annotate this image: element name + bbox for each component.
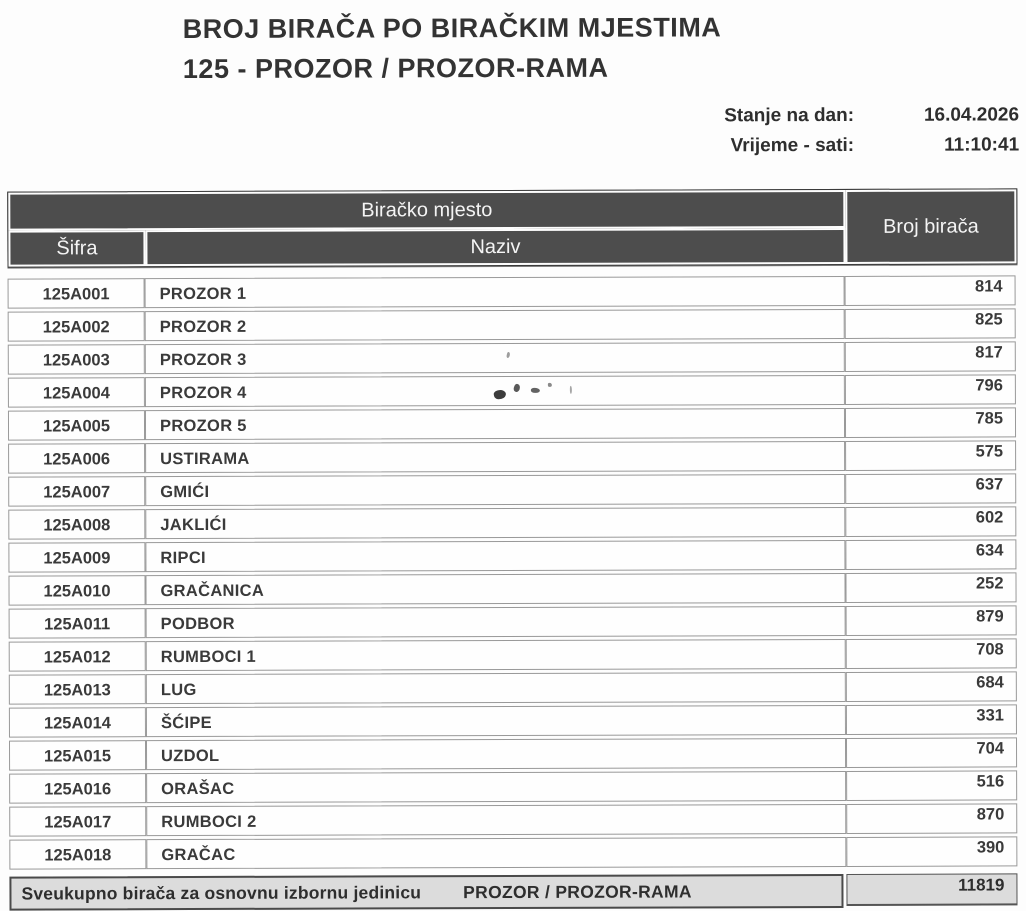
table-row [8, 341, 1016, 374]
report-title-block [183, 7, 722, 89]
polling-place-code: 125A015 [9, 740, 146, 770]
table-row [8, 572, 1016, 605]
polling-place-name: UZDOL [146, 738, 846, 770]
table-row [8, 275, 1016, 308]
polling-place-code: 125A018 [9, 839, 146, 869]
polling-place-count: 634 [845, 539, 1016, 570]
table-body [8, 275, 1018, 869]
polling-place-count: 708 [846, 638, 1017, 669]
polling-place-code: 125A009 [8, 542, 145, 572]
polling-place-name: LUG [146, 672, 846, 704]
table-row [8, 407, 1016, 440]
polling-place-code: 125A007 [8, 476, 145, 506]
scan-smudge [548, 383, 552, 387]
polling-place-code: 125A013 [9, 674, 146, 704]
polling-place-code: 125A001 [8, 278, 145, 308]
table-row [9, 770, 1017, 803]
polling-place-code: 125A003 [8, 344, 145, 374]
report-title: BROJ BIRAČA PO BIRAČKIM MJESTIMA [182, 12, 722, 45]
polling-place-count: 704 [846, 737, 1017, 768]
polling-place-count: 817 [845, 341, 1016, 372]
report-meta [724, 104, 1019, 157]
footer-summary-label: Sveukupno birača za osnovnu izbornu jedinicu [21, 881, 422, 904]
polling-place-code: 125A014 [9, 707, 146, 737]
table-row [9, 803, 1017, 836]
table-row [9, 836, 1017, 869]
table-row [8, 440, 1016, 473]
table-row [9, 638, 1017, 671]
polling-place-count: 879 [846, 605, 1017, 636]
table-header [7, 188, 1017, 267]
header-code: Šifra [8, 230, 145, 266]
polling-place-count: 684 [846, 671, 1017, 702]
polling-place-name: JAKLIĆI [145, 507, 845, 539]
polling-place-count: 390 [846, 836, 1017, 867]
polling-place-count: 870 [846, 803, 1017, 834]
polling-place-code: 125A010 [8, 575, 145, 605]
polling-place-name: GMIĆI [145, 474, 845, 506]
polling-place-count: 825 [845, 308, 1016, 339]
polling-place-count: 637 [845, 473, 1016, 504]
polling-place-count: 575 [845, 440, 1016, 471]
polling-place-count: 602 [845, 506, 1016, 537]
header-name: Naziv [145, 228, 845, 266]
polling-place-name: RIPCI [145, 540, 845, 572]
status-date-value: 16.04.2026 [923, 104, 1020, 126]
scan-smudge [570, 386, 572, 394]
polling-place-name: PROZOR 1 [145, 276, 845, 308]
polling-place-name: GRAČANICA [145, 573, 845, 605]
table-row [8, 539, 1016, 572]
header-group-polling-place: Biračko mjesto [8, 190, 845, 231]
footer-summary [9, 874, 843, 911]
polling-place-name: ORAŠAC [146, 771, 846, 803]
polling-place-count: 331 [846, 704, 1017, 735]
polling-place-code: 125A004 [8, 377, 145, 407]
polling-place-name: GRAČAC [146, 837, 846, 869]
polling-place-name: PODBOR [146, 606, 846, 638]
voters-table [7, 188, 1017, 910]
polling-place-count: 252 [845, 572, 1016, 603]
polling-place-code: 125A011 [9, 608, 146, 638]
table-body-table [8, 272, 1018, 872]
polling-place-name: PROZOR 4 [145, 375, 845, 407]
polling-place-name: PROZOR 2 [145, 309, 845, 341]
polling-place-code: 125A008 [8, 509, 145, 539]
polling-place-count: 796 [845, 374, 1016, 405]
status-date-label: Stanje na dan: [724, 104, 855, 127]
time-label: Vrijeme - sati: [730, 134, 855, 157]
table-row [8, 308, 1016, 341]
table-row [9, 737, 1017, 770]
table-row [8, 506, 1016, 539]
table-row [9, 704, 1017, 737]
report-subtitle: 125 - PROZOR / PROZOR-RAMA [182, 52, 609, 85]
polling-place-code: 125A006 [8, 443, 145, 473]
footer-total-value: 11819 [846, 873, 1017, 906]
polling-place-code: 125A005 [8, 410, 145, 440]
table-row [8, 374, 1016, 407]
polling-place-code: 125A002 [8, 311, 145, 341]
polling-place-code: 125A012 [9, 641, 146, 671]
table-row [8, 473, 1016, 506]
polling-place-name: PROZOR 3 [145, 342, 845, 374]
footer-unit-name: PROZOR / PROZOR-RAMA [463, 880, 692, 902]
polling-place-name: USTIRAMA [145, 441, 845, 473]
polling-place-count: 785 [845, 407, 1016, 438]
polling-place-code: 125A016 [9, 773, 146, 803]
polling-place-code: 125A017 [9, 806, 146, 836]
scan-smudge [531, 388, 540, 393]
table-row [9, 671, 1017, 704]
table-row [9, 605, 1017, 638]
polling-place-name: RUMBOCI 2 [146, 804, 846, 836]
header-voter-count: Broj birača [845, 189, 1016, 264]
polling-place-count: 516 [846, 770, 1017, 801]
polling-place-name: PROZOR 5 [145, 408, 845, 440]
polling-place-name: ŠĆIPE [146, 705, 846, 737]
time-value: 11:10:41 [944, 134, 1020, 156]
table-footer [9, 873, 1017, 910]
polling-place-count: 814 [845, 275, 1016, 306]
polling-place-name: RUMBOCI 1 [146, 639, 846, 671]
